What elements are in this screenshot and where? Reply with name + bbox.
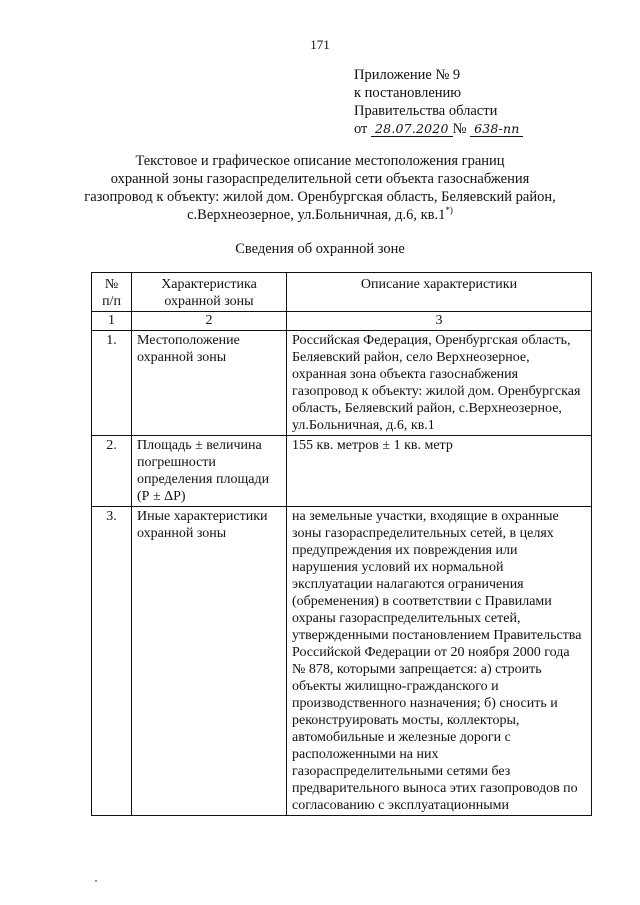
header-characteristic: Характеристика охранной зоны [132, 273, 287, 312]
row-description: на земельные участки, входящие в охранные зоны газораспределительных сетей, в целях предупреждения их повреждения или нарушения условий их нормальной эксплуатации налагаются ограничения (обременения) в соответствии с Правилами охраны газораспределительных сетей, утвержденными постановлением Правительства Российской Федерации от 20 ноября 2000 года № 878, которыми запрещается: а) строить объекты жилищно-гражданского и производственного назначения; б) сносить и реконструировать мосты, коллекторы, автомобильные и железные дороги с расположенными на них газораспределительными сетями без предварительного выноса этих газопроводов по согласованию с эксплуатационными [287, 507, 592, 816]
number-sign: № [452, 121, 467, 137]
table-row [92, 331, 592, 436]
column-number-3: 3 [287, 312, 592, 331]
table-row [92, 436, 592, 507]
section-subtitle: Сведения об охранной зоне [235, 241, 405, 257]
header-description: Описание характеристики [287, 273, 592, 312]
title-line-4: с.Верхнеозерное, ул.Больничная, д.6, кв.1 [187, 207, 446, 223]
row-number: 1. [92, 331, 132, 436]
title-line-1: Текстовое и графическое описание местоположения границ [135, 153, 505, 169]
handwritten-date: 28.07.2020 [371, 121, 453, 137]
column-number-2: 2 [132, 312, 287, 331]
row-number: 2. [92, 436, 132, 507]
title-line-4-wrapper [0, 206, 640, 224]
row-characteristic: Иные характеристики охранной зоны [132, 507, 287, 816]
footnote-mark: *) [445, 205, 453, 216]
row-characteristic: Местоположение охранной зоны [132, 331, 287, 436]
appendix-line-3: Правительства области [354, 103, 498, 119]
appendix-date-line [354, 120, 523, 138]
title-line-2: охранной зоны газораспределительной сети объекта газоснабжения [110, 171, 530, 187]
handwritten-number: 638-пп [470, 121, 523, 137]
table-header-row [92, 273, 592, 312]
row-description: Российская Федерация, Оренбургская область, Беляевский район, село Верхнеозерное, охранная зона объекта газоснабжения газопровод к объекту: жилой дом. Оренбургская область, Беляевский район, с.Верхнеозерное, ул.Больничная, д.6, кв.1 [287, 331, 592, 436]
appendix-block [354, 66, 523, 138]
appendix-line-1: Приложение № 9 [354, 67, 461, 83]
document-title [0, 152, 640, 224]
row-description: 155 кв. метров ± 1 кв. метр [287, 436, 592, 507]
title-line-3: газопровод к объекту: жилой дом. Оренбургская область, Беляевский район, [84, 189, 556, 205]
column-number-1: 1 [92, 312, 132, 331]
date-prefix: от [354, 121, 368, 137]
page-number: 171 [310, 37, 330, 52]
scan-speck [95, 880, 97, 882]
row-characteristic: Площадь ± величина погрешности определения площади (Р ± ΔР) [132, 436, 287, 507]
appendix-line-2: к постановлению [354, 85, 462, 101]
column-number-row [92, 312, 592, 331]
header-number: № п/п [92, 273, 132, 312]
row-number: 3. [92, 507, 132, 816]
protection-zone-table [91, 272, 592, 816]
table-row [92, 507, 592, 816]
